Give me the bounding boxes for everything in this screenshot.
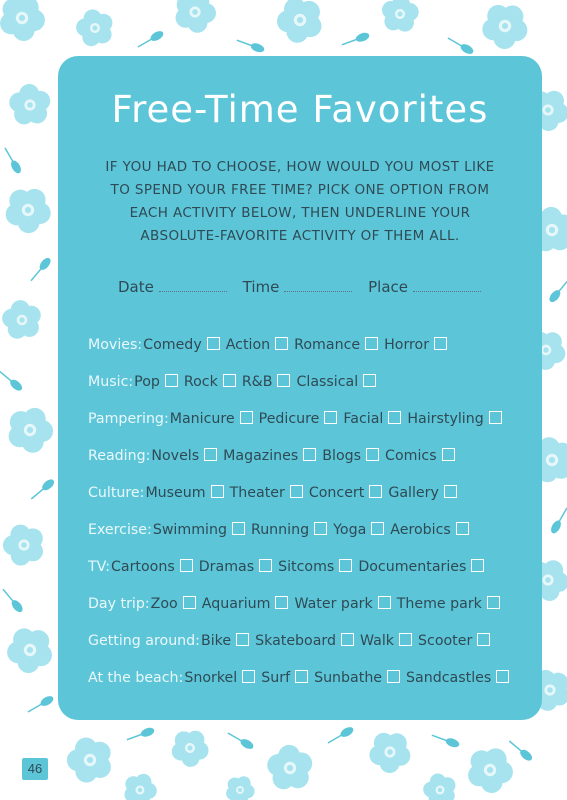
activity-category: TV: — [88, 559, 110, 575]
option-checkbox[interactable] — [207, 337, 220, 350]
activity-row — [88, 441, 528, 478]
activity-option-label: Swimming — [152, 522, 227, 538]
flower-icon — [2, 183, 56, 238]
option-checkbox[interactable] — [471, 559, 484, 572]
option-checkbox[interactable] — [290, 485, 303, 498]
option-checkbox[interactable] — [363, 374, 376, 387]
option-checkbox[interactable] — [456, 522, 469, 535]
activity-option-label: Documentaries — [358, 559, 467, 575]
option-checkbox[interactable] — [388, 411, 401, 424]
leaf-icon — [226, 730, 255, 751]
activity-option-label: Dramas — [198, 559, 255, 575]
place-label: Place — [368, 278, 409, 296]
option-checkbox[interactable] — [444, 485, 457, 498]
activity-option-label: Magazines — [223, 448, 299, 464]
activity-option-label: Zoo — [150, 596, 178, 612]
activity-category: Getting around: — [88, 633, 200, 649]
leaf-icon — [547, 277, 567, 304]
activity-option-label: Sandcastles — [406, 670, 492, 686]
option-checkbox[interactable] — [371, 522, 384, 535]
time-label: Time — [242, 278, 280, 296]
leaf-icon — [26, 694, 55, 715]
leaf-icon — [29, 477, 56, 502]
activity-option-label: Walk — [360, 633, 395, 649]
leaf-icon — [326, 725, 355, 746]
option-checkbox[interactable] — [232, 522, 245, 535]
option-checkbox[interactable] — [366, 448, 379, 461]
option-checkbox[interactable] — [165, 374, 178, 387]
option-checkbox[interactable] — [204, 448, 217, 461]
activity-option-label: Running — [250, 522, 310, 538]
page-number: 46 — [22, 758, 48, 780]
intro-text: IF YOU HAD TO CHOOSE, HOW WOULD YOU MOST LIKE TO SPEND YOUR FREE TIME? PICK ONE OPTION FROM EACH ACTIVITY BELOW, THEN UNDERLINE YOUR ABSOLUTE-FAVORITE ACTIVITY OF THEM ALL. — [105, 159, 495, 244]
option-checkbox[interactable] — [339, 559, 352, 572]
activity-row — [88, 515, 528, 552]
activity-option-label: Snorkel — [184, 670, 238, 686]
flower-icon — [376, 0, 426, 40]
activity-option-label: Classical — [296, 374, 359, 390]
flower-icon — [478, 0, 535, 55]
leaf-icon — [0, 587, 25, 614]
time-line[interactable] — [284, 290, 352, 292]
activity-option-label: Skateboard — [255, 633, 337, 649]
flower-icon — [259, 738, 322, 800]
option-checkbox[interactable] — [277, 374, 290, 387]
activity-row — [88, 663, 528, 700]
activity-row — [88, 367, 528, 404]
option-checkbox[interactable] — [314, 522, 327, 535]
activity-row — [88, 478, 528, 515]
option-checkbox[interactable] — [240, 411, 253, 424]
flower-icon — [7, 406, 55, 455]
activity-option-label: Pop — [134, 374, 160, 390]
option-checkbox[interactable] — [496, 670, 509, 683]
activity-card — [58, 56, 542, 720]
activity-option-label: R&B — [241, 374, 273, 390]
leaf-icon — [0, 368, 24, 393]
option-checkbox[interactable] — [223, 374, 236, 387]
option-checkbox[interactable] — [236, 633, 249, 646]
option-checkbox[interactable] — [295, 670, 308, 683]
leaf-icon — [549, 506, 567, 535]
option-checkbox[interactable] — [259, 559, 272, 572]
option-checkbox[interactable] — [487, 596, 500, 609]
option-checkbox[interactable] — [275, 596, 288, 609]
activity-option-label: Bike — [200, 633, 232, 649]
option-checkbox[interactable] — [211, 485, 224, 498]
leaf-icon — [507, 738, 534, 763]
option-checkbox[interactable] — [341, 633, 354, 646]
activity-option-label: Horror — [384, 337, 430, 353]
activity-category: Day trip: — [88, 596, 150, 612]
activity-row — [88, 626, 528, 663]
activity-option-label: Sunbathe — [314, 670, 383, 686]
activity-option-label: Comics — [385, 448, 437, 464]
option-checkbox[interactable] — [489, 411, 502, 424]
activity-option-label: Sitcoms — [278, 559, 335, 575]
activity-option-label: Aquarium — [201, 596, 271, 612]
leaf-icon — [125, 726, 155, 743]
flower-icon — [2, 77, 59, 134]
activity-list — [88, 330, 528, 700]
activity-option-label: Action — [225, 337, 271, 353]
option-checkbox[interactable] — [183, 596, 196, 609]
activity-option-label: Water park — [294, 596, 373, 612]
leaf-icon — [430, 731, 460, 748]
activity-category: At the beach: — [88, 670, 184, 686]
option-checkbox[interactable] — [477, 633, 490, 646]
flower-icon — [225, 774, 257, 800]
activity-option-label: Blogs — [322, 448, 362, 464]
activity-option-label: Pedicure — [258, 411, 320, 427]
option-checkbox[interactable] — [303, 448, 316, 461]
flower-icon — [124, 772, 159, 800]
activity-option-label: Concert — [308, 485, 365, 501]
option-checkbox[interactable] — [387, 670, 400, 683]
activity-option-label: Museum — [145, 485, 206, 501]
activity-option-label: Theme park — [396, 596, 482, 612]
leaf-icon — [235, 36, 265, 53]
activity-option-label: Hairstyling — [407, 411, 484, 427]
option-checkbox[interactable] — [180, 559, 193, 572]
activity-option-label: Aerobics — [390, 522, 451, 538]
activity-category: Exercise: — [88, 522, 152, 538]
option-checkbox[interactable] — [434, 337, 447, 350]
activity-option-label: Cartoons — [111, 559, 175, 575]
activity-option-label: Novels — [151, 448, 200, 464]
activity-category: Culture: — [88, 485, 145, 501]
option-checkbox[interactable] — [275, 337, 288, 350]
place-line[interactable] — [413, 290, 481, 292]
flower-icon — [466, 744, 517, 796]
activity-option-label: Comedy — [143, 337, 202, 353]
flower-icon — [70, 3, 121, 54]
activity-option-label: Yoga — [333, 522, 367, 538]
option-checkbox[interactable] — [399, 633, 412, 646]
activity-row — [88, 552, 528, 589]
leaf-icon — [446, 35, 475, 56]
option-checkbox[interactable] — [365, 337, 378, 350]
activity-category: Pampering: — [88, 411, 169, 427]
flower-icon — [0, 517, 53, 573]
flower-icon — [60, 730, 122, 792]
page-title: Free-Time Favorites — [111, 88, 489, 131]
option-checkbox[interactable] — [242, 670, 255, 683]
leaf-icon — [136, 29, 165, 50]
activity-option-label: Gallery — [388, 485, 439, 501]
activity-option-label: Facial — [343, 411, 384, 427]
flower-icon — [0, 294, 50, 348]
flower-icon — [2, 621, 61, 680]
flower-icon — [174, 0, 217, 34]
activity-row — [88, 404, 528, 441]
activity-row — [88, 589, 528, 626]
activity-option-label: Surf — [261, 670, 291, 686]
flower-icon — [0, 0, 49, 44]
option-checkbox[interactable] — [369, 485, 382, 498]
activity-option-label: Romance — [294, 337, 361, 353]
activity-option-label: Manicure — [169, 411, 235, 427]
date-time-place-fields — [58, 278, 542, 296]
flower-icon — [365, 726, 417, 778]
option-checkbox[interactable] — [378, 596, 391, 609]
flower-icon — [271, 0, 332, 51]
activity-category: Music: — [88, 374, 134, 390]
activity-row — [88, 330, 528, 367]
activity-option-label: Theater — [229, 485, 285, 501]
flower-icon — [169, 726, 213, 771]
activity-category: Movies: — [88, 337, 143, 353]
activity-category: Reading: — [88, 448, 151, 464]
leaf-icon — [28, 256, 53, 283]
flower-icon — [418, 768, 464, 800]
date-label: Date — [117, 278, 154, 296]
leaf-icon — [340, 31, 370, 48]
option-checkbox[interactable] — [324, 411, 337, 424]
date-line[interactable] — [159, 290, 227, 292]
leaf-icon — [2, 146, 23, 175]
activity-option-label: Rock — [183, 374, 218, 390]
option-checkbox[interactable] — [442, 448, 455, 461]
activity-option-label: Scooter — [418, 633, 473, 649]
